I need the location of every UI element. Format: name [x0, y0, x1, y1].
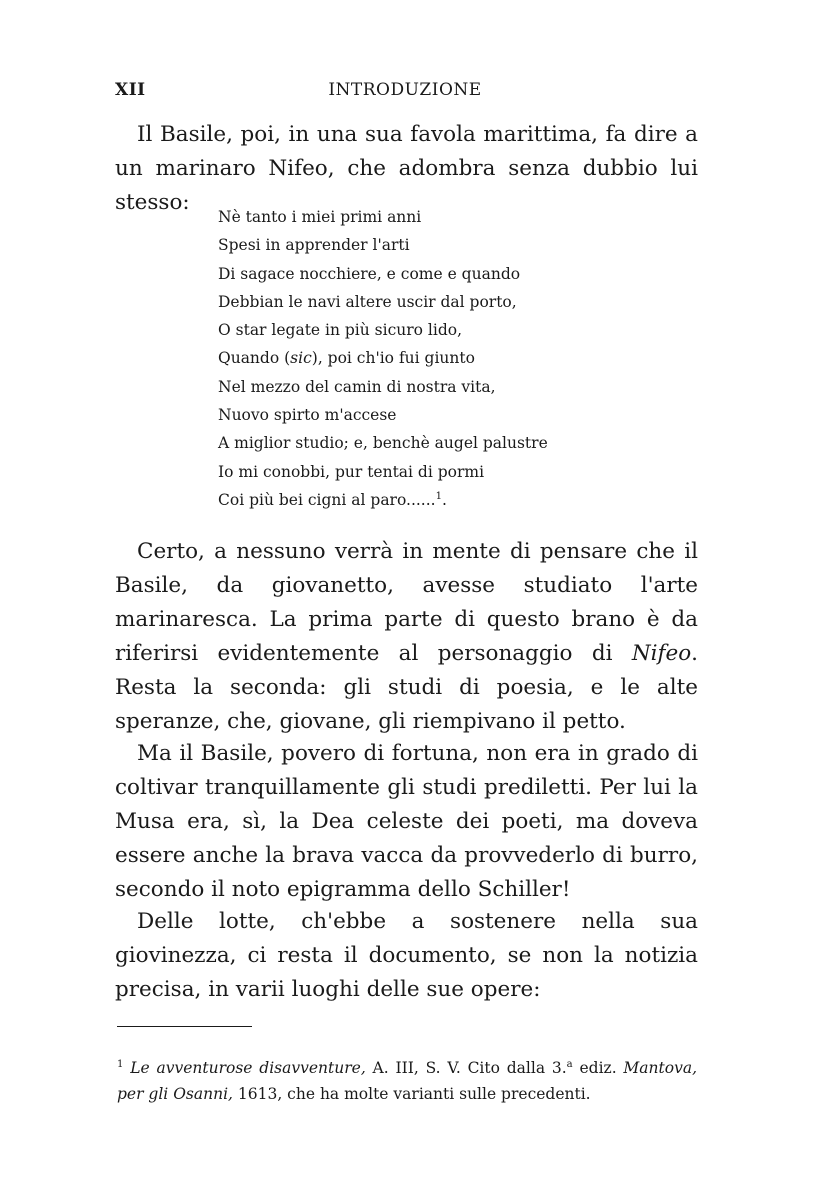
verse-line: Nè tanto i miei primi anni: [218, 208, 422, 226]
body-paragraph: [115, 737, 698, 907]
verse-line: Debbian le navi altere uscir dal porto,: [218, 292, 517, 311]
body-paragraph: [115, 905, 698, 1007]
italic-name: Nifeo: [631, 641, 692, 666]
running-title: INTRODUZIONE: [328, 80, 482, 100]
footnote-title: Le avventurose disavventure,: [130, 1059, 366, 1077]
verse-line: Nel mezzo del camin di nostra vita,: [218, 377, 496, 396]
verse-line: Di sagace nocchiere, e come e quando: [218, 264, 521, 283]
paragraph-text: Delle lotte, ch'ebbe a sostenere nella sua giovinezza, ci resta il documento, se non la notizia precisa, in varii luoghi delle sue opere:: [115, 909, 698, 1002]
verse-line: Coi più bei cigni al paro......$^1$.: [218, 490, 447, 509]
verse-line: Io mi conobbi, pur tentai di pormi: [218, 462, 485, 481]
running-header: [115, 80, 695, 104]
footnote-marker: 1: [117, 1058, 124, 1070]
verse-line: O star legate in più sicuro lido,: [218, 321, 463, 340]
paragraph-text: Ma il Basile, povero di fortuna, non era in grado di coltivar tranquillamente gli studi prediletti. Per lui la Musa era, sì, la Dea celeste dei poeti, ma doveva essere anche la brava vacca da provvederlo di burro, secondo il noto epigramma dello Schiller!: [115, 741, 698, 902]
verse-line: Quando (sic), poi ch'io fui giunto: [218, 349, 475, 368]
paragraph-text: Certo, a nessuno verrà in mente di pensare che il Basile, da giovanetto, avesse studiato l'arte marinaresca. La prima parte di questo brano è da riferirsi evidentemente al personaggio di Nifeo. Resta la seconda: gli studi di poesia, e le alte speranze, che, giovane, gli riempivano il petto.: [115, 539, 698, 734]
paragraph-text: Il Basile, poi, in una sua favola marittima, fa dire a un marinaro Nifeo, che adombra senza dubbio lui stesso:: [115, 122, 698, 215]
body-paragraph: [115, 535, 698, 739]
sic-marker: sic: [290, 349, 312, 368]
verse-line: Spesi in apprender l'arti: [218, 236, 410, 255]
footnote-divider: [117, 1026, 252, 1027]
footnote-place: Mantova, per gli Osanni,: [117, 1059, 698, 1103]
verse-quotation: [218, 203, 548, 514]
verse-line: A miglior studio; e, benchè augel palustre: [218, 434, 548, 453]
footnote-reference: 1: [435, 490, 442, 502]
page-number: XII: [115, 80, 146, 100]
footnote-text: $^1$ Le avventurose disavventure, A. III, S. V. Cito dalla 3.$^a$ ediz. Mantova, per gli Osanni, 1613, che ha molte varianti sulle precedenti.: [117, 1058, 698, 1103]
verse-line: Nuovo spirto m'accese: [218, 406, 397, 425]
footnote: [117, 1055, 697, 1107]
